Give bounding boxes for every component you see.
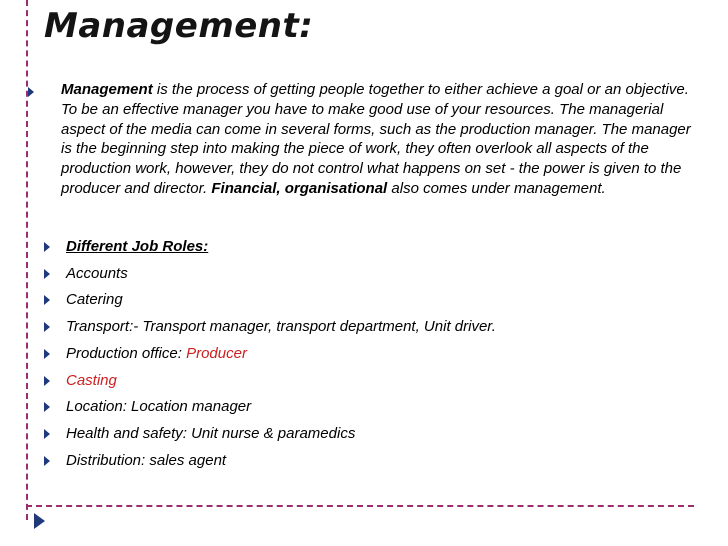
bullet-arrow-icon [44,295,50,305]
list-item [0,394,700,420]
role-health-safety: Health and safety: Unit nurse & paramedics [66,424,356,442]
bullet-arrow-icon [44,242,50,252]
bullet-arrow-icon [44,456,50,466]
list-item [0,368,700,394]
job-roles-heading: Different Job Roles: [66,238,209,255]
intro-body-2: also comes under management. [387,179,606,197]
bullet-arrow-icon [44,402,50,412]
intro-paragraph [61,80,701,199]
list-item [0,448,700,474]
intro-body-1: is the process of getting people together to either achieve a goal or an objective. To be an effective manager you have to make good use of your resources. The managerial aspect of the media can come in several forms, such as the production manager. The manager is the beginning step into making the piece of work, they often overlook all aspects of the production work, however, they do not control what happens on set - the power is given to the producer and director. [61,81,691,197]
role-transport: Transport:- Transport manager, transport department, Unit driver. [66,318,496,336]
list-item [0,341,700,367]
intro-lead: Management [61,81,153,98]
list-item [0,314,700,340]
role-location: Location: Location manager [66,398,252,416]
role-distribution: Distribution: sales agent [66,451,227,469]
list-item [0,261,700,287]
role-production-office [66,341,247,367]
next-arrow-icon [34,513,45,529]
bullet-arrow-icon [44,322,50,332]
bullet-arrow-icon [44,429,50,439]
role-accounts: Accounts [66,264,128,282]
bullet-arrow-icon [44,269,50,279]
slide-title: Management: [44,6,314,46]
bullet-arrow-icon [28,87,34,97]
list-item [0,421,700,447]
list-item [0,287,700,313]
intro-bold-terms: Financial, organisational [211,179,388,197]
role-catering: Catering [66,291,123,309]
bullet-arrow-icon [44,376,50,386]
list-item [0,234,700,260]
bottom-dashed-rule [26,505,694,507]
bullet-arrow-icon [44,349,50,359]
production-value: Producer [186,344,247,362]
role-casting: Casting [66,371,117,389]
production-label: Production office: [66,344,187,362]
